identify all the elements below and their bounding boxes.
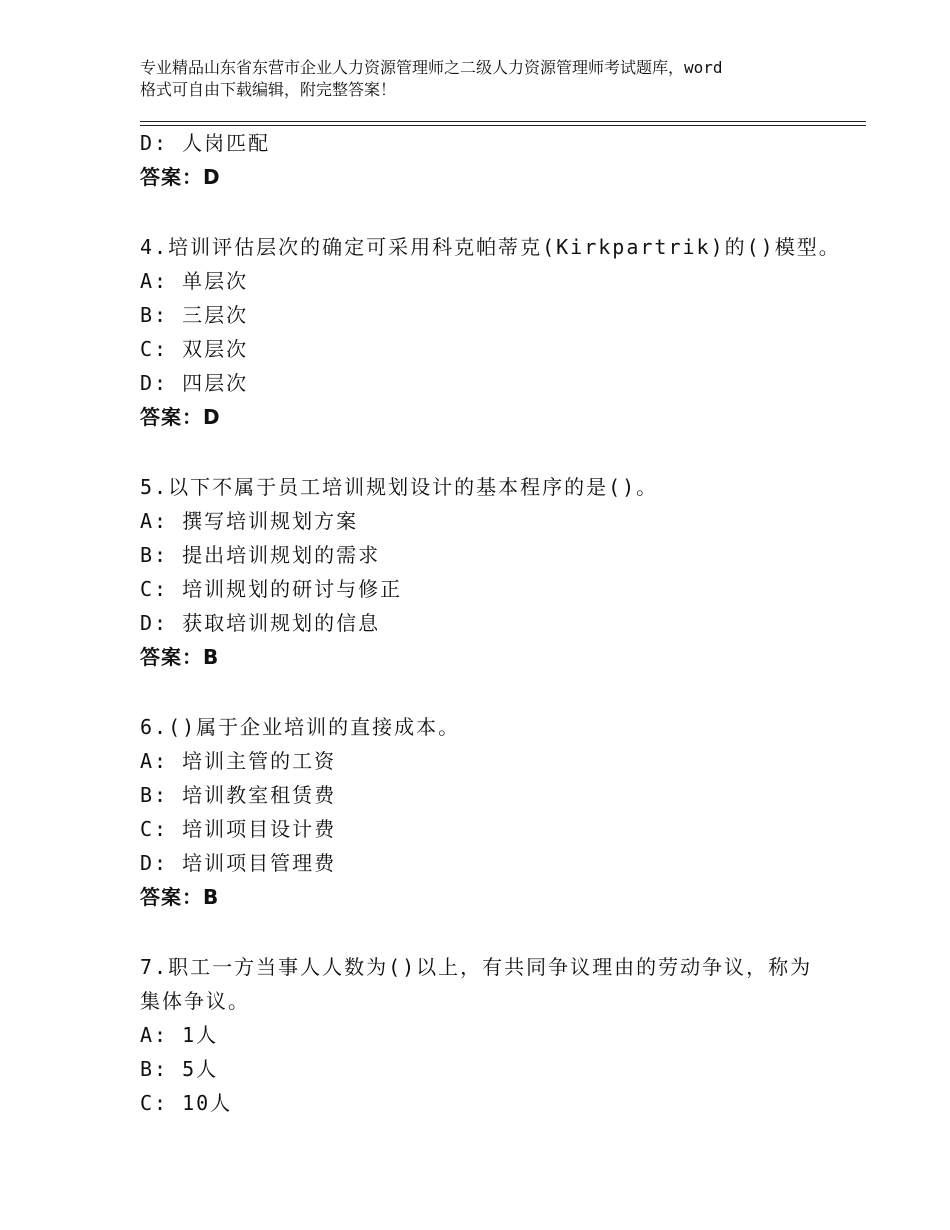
option-c: C: 双层次 <box>140 337 249 361</box>
answer: 答案：D <box>140 165 221 189</box>
answer: 答案：D <box>140 405 221 429</box>
header-title-line-1: 专业精品山东省东营市企业人力资源管理师之二级人力资源管理师考试题库，word <box>140 58 723 77</box>
question-stem: 4.培训评估层次的确定可采用科克帕蒂克(Kirkpartrik)的()模型。 <box>140 235 841 259</box>
spacer <box>140 194 840 230</box>
question-stem: 6.()属于企业培训的直接成本。 <box>140 715 461 739</box>
option-d: D: 人岗匹配 <box>140 131 271 155</box>
option-c: C: 10人 <box>140 1091 233 1115</box>
question-stem-line-2: 集体争议。 <box>140 989 250 1013</box>
question-3-tail <box>140 126 840 194</box>
question-7 <box>140 950 840 1120</box>
page-header <box>140 57 840 101</box>
answer: 答案：B <box>140 645 220 669</box>
option-d: D: 获取培训规划的信息 <box>140 611 381 635</box>
option-b: B: 三层次 <box>140 303 249 327</box>
option-b: B: 5人 <box>140 1057 219 1081</box>
spacer <box>140 434 840 470</box>
option-a: A: 培训主管的工资 <box>140 749 337 773</box>
spacer <box>140 914 840 950</box>
question-content <box>140 126 840 1120</box>
option-a: A: 撰写培训规划方案 <box>140 509 359 533</box>
option-d: D: 培训项目管理费 <box>140 851 337 875</box>
option-a: A: 单层次 <box>140 269 249 293</box>
header-title-line-2: 格式可自由下载编辑，附完整答案！ <box>140 80 397 99</box>
option-a: A: 1人 <box>140 1023 219 1047</box>
option-b: B: 提出培训规划的需求 <box>140 543 381 567</box>
question-stem: 5.以下不属于员工培训规划设计的基本程序的是()。 <box>140 475 659 499</box>
question-5 <box>140 470 840 674</box>
option-b: B: 培训教室租赁费 <box>140 783 337 807</box>
option-c: C: 培训规划的研讨与修正 <box>140 577 403 601</box>
answer: 答案：B <box>140 885 220 909</box>
question-stem-line-1: 7.职工一方当事人人数为()以上，有共同争议理由的劳动争议，称为 <box>140 955 813 979</box>
question-6 <box>140 710 840 914</box>
spacer <box>140 674 840 710</box>
question-4 <box>140 230 840 434</box>
option-c: C: 培训项目设计费 <box>140 817 337 841</box>
option-d: D: 四层次 <box>140 371 249 395</box>
